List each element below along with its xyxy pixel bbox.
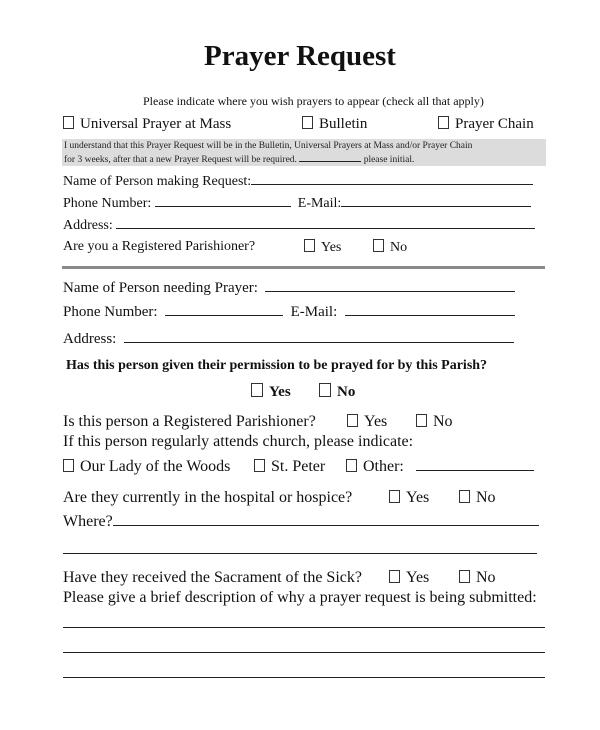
church-our-lady[interactable]: Our Lady of the Woods bbox=[63, 458, 230, 476]
needing-phone-row: Phone Number: E-Mail: bbox=[63, 303, 515, 321]
church-other[interactable]: Other: bbox=[346, 458, 534, 476]
hospital-no[interactable]: No bbox=[459, 489, 496, 507]
requester-address-field[interactable] bbox=[116, 216, 535, 229]
requester-no-checkbox[interactable] bbox=[373, 239, 384, 252]
initial-field[interactable] bbox=[299, 152, 361, 162]
registered-yes[interactable]: Yes bbox=[347, 413, 387, 431]
option-bulletin[interactable]: Bulletin bbox=[302, 116, 367, 133]
option-prayer-chain[interactable]: Prayer Chain bbox=[438, 116, 534, 133]
needing-address-field[interactable] bbox=[124, 330, 514, 343]
permission-no-checkbox[interactable] bbox=[319, 383, 331, 397]
section-divider bbox=[62, 266, 545, 269]
bulletin-checkbox[interactable] bbox=[302, 116, 313, 129]
universal-checkbox[interactable] bbox=[63, 116, 74, 129]
requester-name-row: Name of Person making Request: bbox=[63, 172, 533, 190]
where-field[interactable] bbox=[113, 513, 539, 526]
needing-address-row: Address: bbox=[63, 330, 514, 348]
sacrament-yes[interactable]: Yes bbox=[389, 569, 429, 587]
page-title: Prayer Request bbox=[204, 40, 396, 72]
notice-text: I understand that this Prayer Request will be in the Bulletin, Universal Prayers at Mass and/or Prayer Chain for 3 weeks, after that a new Prayer Request will be required. please initial. bbox=[64, 141, 473, 165]
where-field-line-2[interactable] bbox=[63, 553, 537, 554]
description-line-1[interactable] bbox=[63, 627, 545, 628]
st-peter-checkbox[interactable] bbox=[254, 459, 265, 472]
requester-yes-checkbox[interactable] bbox=[304, 239, 315, 252]
registered-no-checkbox[interactable] bbox=[416, 414, 427, 427]
prayer-chain-checkbox[interactable] bbox=[438, 116, 449, 129]
needing-phone-field[interactable] bbox=[165, 303, 283, 316]
description-line-3[interactable] bbox=[63, 677, 545, 678]
registered-question: Is this person a Registered Parishioner? bbox=[63, 413, 316, 430]
church-st-peter[interactable]: St. Peter bbox=[254, 458, 325, 476]
permission-question: Has this person given their permission to be prayed for by this Parish? bbox=[66, 358, 488, 373]
description-line-2[interactable] bbox=[63, 652, 545, 653]
requester-email-field[interactable] bbox=[341, 194, 531, 207]
instructions-text: Please indicate where you wish prayers to appear (check all that apply) bbox=[143, 94, 484, 108]
registered-yes-checkbox[interactable] bbox=[347, 414, 358, 427]
requester-parishioner-no[interactable]: No bbox=[373, 239, 407, 256]
our-lady-checkbox[interactable] bbox=[63, 459, 74, 472]
requester-phone-row: Phone Number: E-Mail: bbox=[63, 194, 531, 212]
hospital-no-checkbox[interactable] bbox=[459, 490, 470, 503]
requester-address-row: Address: bbox=[63, 216, 535, 234]
requester-parishioner-question: Are you a Registered Parishioner? bbox=[63, 239, 256, 254]
description-prompt: Please give a brief description of why a prayer request is being submitted: bbox=[63, 589, 537, 606]
permission-yes[interactable]: Yes bbox=[251, 383, 291, 401]
needing-name-row: Name of Person needing Prayer: bbox=[63, 279, 515, 297]
sacrament-no-checkbox[interactable] bbox=[459, 570, 470, 583]
permission-yes-checkbox[interactable] bbox=[251, 383, 263, 397]
hospital-yes[interactable]: Yes bbox=[389, 489, 429, 507]
sacrament-no[interactable]: No bbox=[459, 569, 496, 587]
permission-no[interactable]: No bbox=[319, 383, 355, 401]
requester-parishioner-yes[interactable]: Yes bbox=[304, 239, 341, 256]
where-row: Where? bbox=[63, 513, 539, 531]
hospital-yes-checkbox[interactable] bbox=[389, 490, 400, 503]
hospital-question: Are they currently in the hospital or hospice? bbox=[63, 489, 353, 506]
registered-no[interactable]: No bbox=[416, 413, 453, 431]
requester-phone-field[interactable] bbox=[155, 194, 291, 207]
sacrament-question: Have they received the Sacrament of the Sick? bbox=[63, 569, 362, 586]
other-checkbox[interactable] bbox=[346, 459, 357, 472]
sacrament-yes-checkbox[interactable] bbox=[389, 570, 400, 583]
attends-prompt: If this person regularly attends church, please indicate: bbox=[63, 433, 414, 450]
needing-email-field[interactable] bbox=[345, 303, 515, 316]
other-church-field[interactable] bbox=[416, 458, 534, 471]
requester-name-field[interactable] bbox=[251, 172, 533, 185]
option-universal-prayer[interactable]: Universal Prayer at Mass bbox=[63, 116, 231, 133]
needing-name-field[interactable] bbox=[265, 279, 515, 292]
